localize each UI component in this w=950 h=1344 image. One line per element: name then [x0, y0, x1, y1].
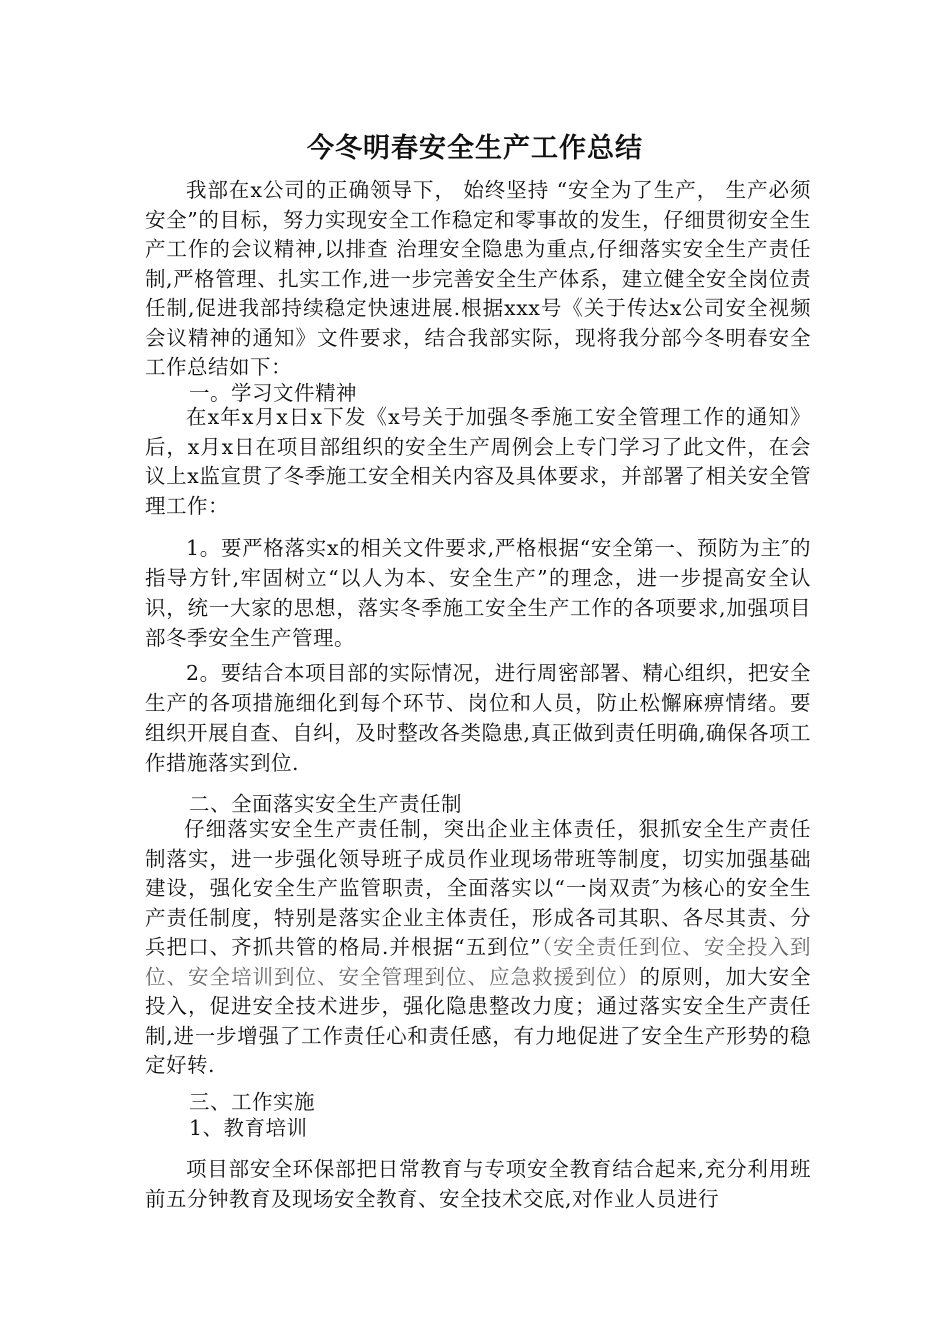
- section-1-body: 在x年x月x日x下发《x号关于加强冬季施工安全管理工作的通知》后，x月x日在项目部组织的安全生产周例会上专门学习了此文件，在会议上x监宣贯了冬季施工安全相关内容及具体要求，并部署了相关安全管理工作：: [145, 405, 811, 518]
- section-2-body-text-1: 仔细落实安全生产责任制，突出企业主体责任，狠抓安全生产责任制落实，进一步强化领导班子成员作业现场带班等制度，切实加强基础建设，强化安全生产监管职责，全面落实以“一岗双责″为核心的安全生产责任制度，特别是落实企业主体责任，形成各司其职、各尽其责、分兵把口、齐抓共管的格局.并根据“五到位”: [145, 817, 811, 959]
- section-1-item-1: 1。要严格落实x的相关文件要求,严格根据“安全第一、预防为主″的指导方针,牢固树立“以人为本、安全生产”的理念，进一步提高安全认识，统一大家的思想，落实冬季施工安全生产工作的各项要求,加强项目部冬季安全生产管理。: [145, 536, 811, 650]
- document-title: 今冬明春安全生产工作总结: [307, 133, 643, 164]
- section-3-body: 项目部安全环保部把日常教育与专项安全教育结合起来,充分利用班前五分钟教育及现场安全教育、安全技术交底,对作业人员进行: [145, 1157, 811, 1211]
- section-3-subheading-1: 1、教育培训: [189, 1116, 308, 1140]
- intro-paragraph: 我部在x公司的正确领导下， 始终坚持 “安全为了生产， 生产必须安全”的目标，努力实现安全工作稳定和零事故的发生，仔细贯彻安全生产工作的会议精神,以排查 治理安全隐患为重点,仔细落实安全生产责任制,严格管理、扎实工作,进一步完善安全生产体系，建立健全安全岗位责任制,促进我部持续稳定快速进展.根据xxx号《关于传达x公司安全视频会议精神的通知》文件要求，结合我部实际，现将我分部今冬明春安全工作总结如下：: [145, 178, 811, 379]
- section-1-item-2: 2。要结合本项目部的实际情况，进行周密部署、精心组织，把安全生产的各项措施细化到每个环节、岗位和人员，防止松懈麻痹情绪。要组织开展自查、自纠，及时整改各类隐患,真正做到责任明确,确保各项工作措施落实到位.: [145, 661, 811, 775]
- section-2-heading: 二、全面落实安全生产责任制: [189, 792, 462, 816]
- section-2-body: [145, 815, 811, 1081]
- section-1-heading: 一。学习文件精神: [189, 381, 357, 405]
- section-2-body-five-items: （安全责任到位、安全投入到位、安全培训到位、安全管理到位、应急救援到位）: [145, 935, 811, 989]
- section-3-heading: 三、工作实施: [189, 1090, 315, 1114]
- section-2-body-text-2: 的原则，加大安全投入，促进安全技术进步，强化隐患整改力度；通过落实安全生产责任制,进一步增强了工作责任心和责任感，有力地促进了安全生产形势的稳定好转.: [145, 964, 811, 1077]
